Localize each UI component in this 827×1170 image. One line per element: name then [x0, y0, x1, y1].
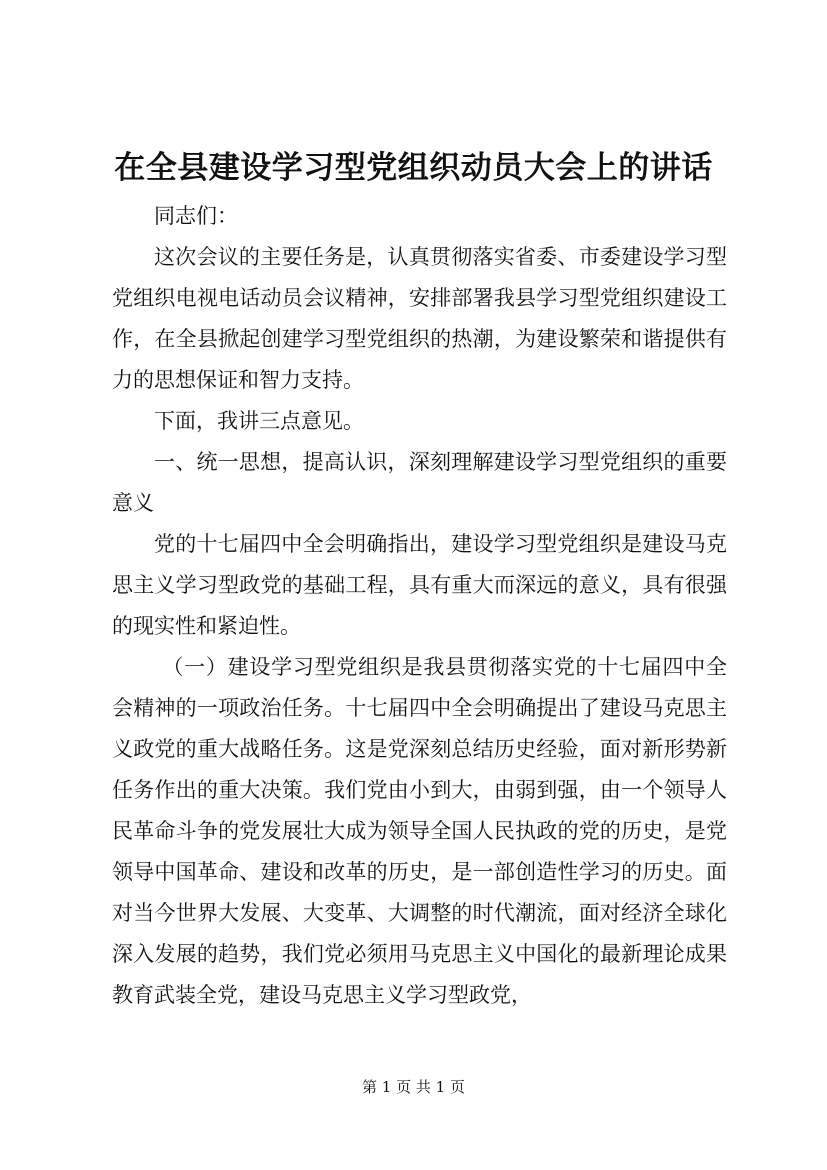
- intro-paragraph: 这次会议的主要任务是，认真贯彻落实省委、市委建设学习型党组织电视电话动员会议精神，安排部署我县学习型党组织建设工作，在全县掀起创建学习型党组织的热潮，为建设繁荣和谐提供有力的思想保证和智力支持。: [112, 245, 727, 392]
- salutation-paragraph: 同志们：: [154, 204, 238, 228]
- opinions-paragraph: 下面，我讲三点意见。: [154, 409, 364, 433]
- subsection-1-paragraph: （一）建设学习型党组织是我县贯彻落实党的十七届四中全会精神的一项政治任务。十七届四中全会明确提出了建设马克思主义政党的重大战略任务。这是党深刻总结历史经验，面对新形势新任务作出的重大决策。我们党由小到大，由弱到强，由一个领导人民革命斗争的党发展壮大成为领导全国人民执政的党的历史，是党领导中国革命、建设和改革的历史，是一部创造性学习的历史。面对当今世界大发展、大变革、大调整的时代潮流，面对经济全球化深入发展的趋势，我们党必须用马克思主义中国化的最新理论成果教育武装全党，建设马克思主义学习型政党，: [112, 655, 727, 1007]
- section-heading-1: 一、统一思想，提高认识，深刻理解建设学习型党组织的重要意义: [112, 450, 727, 515]
- section-1-paragraph: 党的十七届四中全会明确指出，建设学习型党组织是建设马克思主义学习型政党的基础工程，具有重大而深远的意义，具有很强的现实性和紧迫性。: [112, 532, 727, 638]
- page-footer: 第 1 页 共 1 页: [362, 1078, 465, 1096]
- page-title: 在全县建设学习型党组织动员大会上的讲话: [114, 150, 713, 186]
- document-body: [112, 196, 727, 1016]
